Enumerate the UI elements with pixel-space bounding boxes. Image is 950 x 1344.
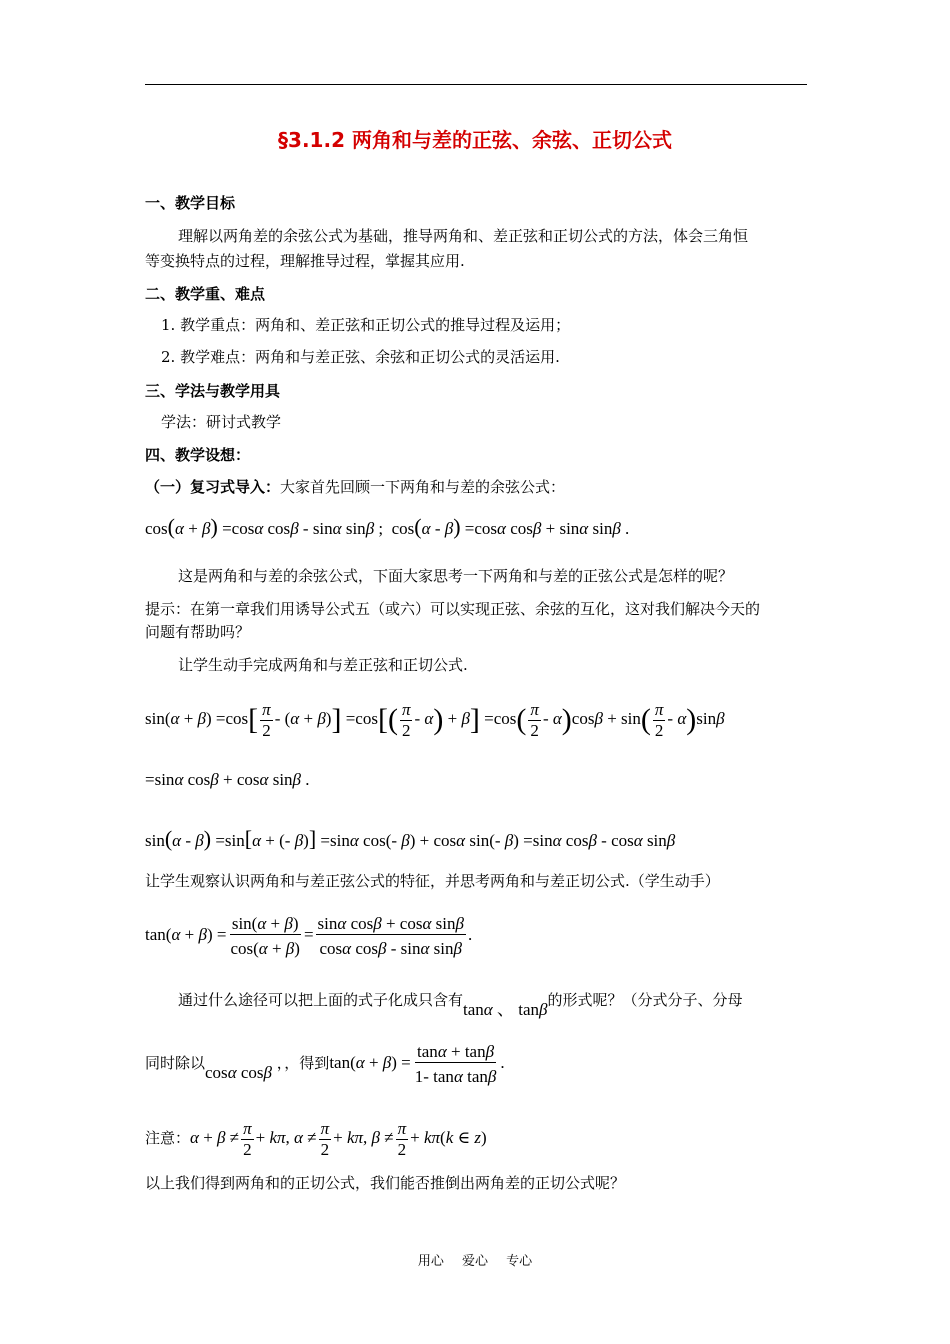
section-2-item-1: 1. 教学重点：两角和、差正弦和正切公式的推导过程及运用； (161, 316, 571, 334)
paragraph-6-text-b: ，得到 (284, 1054, 330, 1072)
section-1-line-2: 等变换特点的过程，理解推导过程，掌握其应用. (145, 252, 465, 270)
formula-sin-diff: sin(α - β) =sin[α + (- β)] =sinα cos(- β) + cosα sin(- β) =sinα cosβ - cosα sinβ (145, 826, 676, 851)
page-title: §3.1.2 两角和与差的正弦、余弦、正切公式 (278, 128, 672, 152)
paragraph-2-line-1: 提示：在第一章我们用诱导公式五（或六）可以实现正弦、余弦的互化，这对我们解决今天的 (145, 600, 761, 618)
formula-sin-sum-result: =sinα cosβ + cosα sinβ . (145, 770, 310, 789)
paragraph-2-line-2: 问题有帮助吗？ (145, 623, 251, 641)
formula-tan-sum-result: tan(α + β) = $\frac{\tan\alpha + \tan\beta}{\text{1- tanα tanβ}}$ . (329, 1041, 505, 1086)
section-4-sub-text: 大家首先回顾一下两角和与差的余弦公式： (280, 478, 566, 496)
note-math: α + β ≠ $\frac{\pi}{2}$ + kπ, α ≠ $\frac{\pi}{2}$ + kπ, β ≠ $\frac{\pi}{2}$ + kπ(k ∈ z) (190, 1118, 487, 1159)
formula-sin-sum-derivation: sin(α + β) =cos[ $\frac{\pi}{2}$ - (α + β)] =cos[( $\frac{\pi}{2}$ - α) + β] =cos( $\frac{\pi}{2}$ - α)cosβ + sin( $\frac{\pi}{2}$ - α)sinβ (145, 699, 725, 740)
paragraph-3: 让学生动手完成两角和与差正弦和正切公式. (178, 656, 468, 674)
paragraph-4: 让学生观察认识两角和与差正弦公式的特征，并思考两角和与差正切公式.（学生动手） (145, 872, 720, 890)
header-rule (145, 84, 807, 85)
section-2-item-2: 2. 教学难点：两角和与差正弦、余弦和正切公式的灵活运用. (161, 348, 560, 366)
formula-cos-sum-diff: cos(α + β) =cosα cosβ - sinα sinβ ; cos(α - β) =cosα cosβ + sinα sinβ . (145, 514, 630, 539)
paragraph-6: 同时除以cosα cosβ ，，得到tan(α + β) = $\frac{\tan\alpha + \tan\beta}{\text{1- tanα tanβ}}$ . (145, 1041, 505, 1086)
paragraph-5 (178, 985, 743, 1019)
note-line (145, 1115, 487, 1161)
formula-tan-sum-derivation: tan(α + β) = $\frac{\sin(\alpha + \beta)}{\cos(\alpha + \beta)}$ = $\frac{\text{sinα cosβ + cosα sinβ}}{\text{cosα cosβ - sinα sinβ}}$ . (145, 913, 473, 958)
paragraph-5-text-a: 通过什么途径可以把上面的式子化成只含有 (178, 991, 464, 1009)
paragraph-5-text-b: 的形式呢？（分式分子、分母 (547, 991, 743, 1009)
page-footer: 用心 爱心 专心 (417, 1254, 533, 1269)
section-1-heading: 一、教学目标 (145, 194, 236, 212)
section-2-heading: 二、教学重、难点 (145, 285, 266, 303)
section-3-line: 学法：研讨式教学 (161, 413, 282, 431)
paragraph-5-math: tanα 、 tanβ (463, 1000, 548, 1019)
paragraph-6-math-divisor: cosα cosβ (205, 1063, 273, 1082)
paragraph-1: 这是两角和与差的余弦公式，下面大家思考一下两角和与差的正弦公式是怎样的呢？ (178, 567, 734, 585)
paragraph-7: 以上我们得到两角和的正切公式，我们能否推倒出两角差的正切公式呢？ (145, 1174, 626, 1192)
section-4-subheading (145, 476, 565, 497)
section-4-sub-label: （一）复习式导入： (145, 478, 281, 496)
section-4-heading: 四、教学设想： (145, 446, 251, 464)
section-3-heading: 三、学法与教学用具 (145, 382, 281, 400)
note-label: 注意： (145, 1129, 191, 1147)
paragraph-6-text-a: 同时除以 (145, 1054, 206, 1072)
section-1-line-1: 理解以两角差的余弦公式为基础，推导两角和、差正弦和正切公式的方法，体会三角恒 (178, 227, 749, 245)
